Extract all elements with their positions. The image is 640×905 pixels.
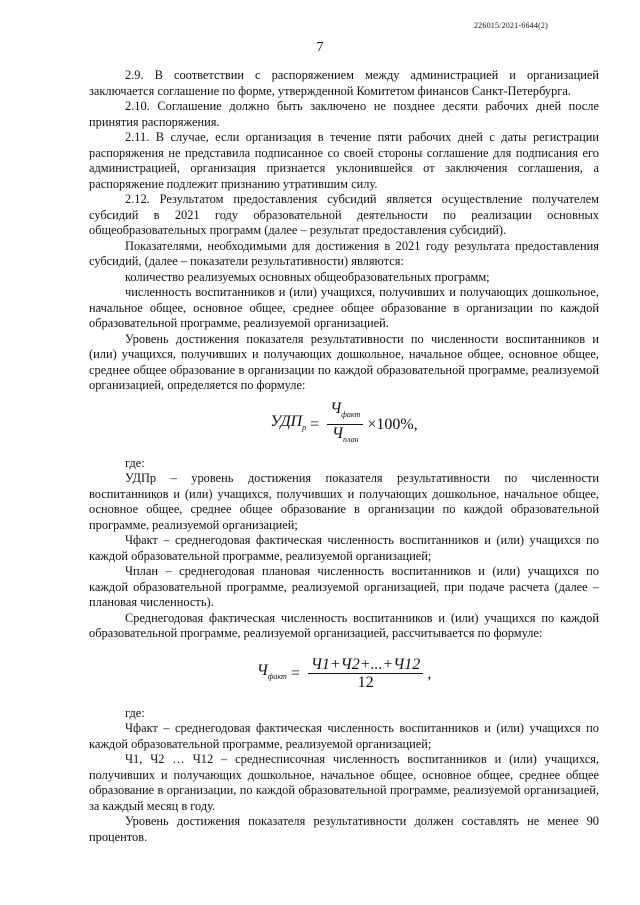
- paragraph-2-9: 2.9. В соответствии с распоряжением между администрацией и организацией заключается соглашение по форме, утвержденной Комитетом финансов Санкт-Петербурга.: [89, 68, 599, 98]
- formula-ch-fact-lhs: $Ч_{факт}$: [256, 661, 287, 681]
- paragraph-indicators-intro: Показателями, необходимыми для достижения в 2021 году результата предоставления субсидий, (далее – показатели результативности) являются:: [89, 238, 599, 268]
- formula-ch-fact-fraction: $\frac{Ч1+Ч2+...+Ч12}{12}$: [308, 657, 423, 691]
- document-number: 226015/2021-6644(2): [473, 21, 548, 30]
- definition-ch-monthly: Ч1, Ч2 … Ч12 – среднесписочная численность воспитанников и (или) учащихся, получивших и получающих дошкольное, начальное общее, основное общее, среднее общее образование в организации, по каждой образовательной программе, реализуемой организацией, за каждый месяц в году.: [89, 752, 599, 813]
- paragraph-indicator-programs: количество реализуемых основных общеобразовательных программ;: [125, 269, 490, 284]
- document-body: [89, 68, 599, 845]
- formula-ch-fact: $Ч_{факт}$ = $\frac{Ч1+Ч2+...+Ч12}{12}$ ,: [256, 655, 432, 691]
- formula-udp-fraction: $\frac{Ч_{факт}}{Ч_{план}}$: [327, 401, 363, 447]
- paragraph-target-level: Уровень достижения показателя результативности должен составлять не менее 90 процентов.: [89, 814, 599, 844]
- paragraph-2-10: 2.10. Соглашение должно быть заключено не позднее десяти рабочих дней после принятия распоряжения.: [89, 99, 599, 129]
- definition-ch-plan: Чплан – среднегодовая плановая численность воспитанников и (или) учащихся по каждой образовательной программе, реализуемой организацией, при подаче расчета (далее – плановая численность).: [89, 564, 599, 609]
- formula-udp-rhs: ×100%,: [367, 415, 418, 433]
- definition-udp: УДПр – уровень достижения показателя результативности по численности воспитанников и (или) учащихся, получивших и получающих дошкольное, начальное общее, основное общее, среднее общее образование в организации по каждой образовательной программе, реализуемой организацией;: [89, 471, 599, 532]
- paragraph-avg-fact-formula-intro: Среднегодовая фактическая численность воспитанников и (или) учащихся по каждой образовательной программе, реализуемой организацией, рассчитывается по формуле:: [89, 610, 599, 640]
- definition-ch-fact: Чфакт – среднегодовая фактическая численность воспитанников и (или) учащихся по каждой образовательной программе, реализуемой организацией;: [89, 533, 599, 563]
- formula-udp-lhs: $УДП_р$: [270, 412, 307, 432]
- definitions2-where: где:: [125, 705, 145, 720]
- paragraph-2-12: 2.12. Результатом предоставления субсидий является осуществление получателем субсидий в 2021 году образовательной деятельности по реализации основных общеобразовательных программ (далее – результат предоставления субсидий).: [89, 192, 599, 237]
- formula-udp: $УДП_р$ = $\frac{Ч_{факт}}{Ч_{план}}$ ×100%,: [89, 394, 599, 456]
- definitions-where: где:: [125, 455, 145, 470]
- definition2-ch-fact: Чфакт – среднегодовая фактическая численность воспитанников и (или) учащихся по каждой образовательной программе, реализуемой организацией;: [89, 721, 599, 751]
- paragraph-achievement-level: Уровень достижения показателя результативности по численности воспитанников и (или) учащихся, получивших и получающих дошкольное, начальное общее, основное общее, среднее общее образование в организации по каждой образовательной программе, реализуемой организацией, определяется по формуле:: [89, 331, 599, 392]
- paragraph-2-11: 2.11. В случае, если организация в течение пяти рабочих дней с даты регистрации распоряжения не представила подписанное со своей стороны соглашение для подписания его администрацией, организация признается уклонившейся от заключения соглашения, а распоряжение подлежит признанию утратившим силу.: [89, 130, 599, 191]
- paragraph-indicator-students: численность воспитанников и (или) учащихся, получивших и получающих дошкольное, начальное общее, основное общее, среднее общее образование в организации по каждой образовательной программе, реализуемой организацией.: [89, 285, 599, 330]
- page-number: 7: [316, 40, 324, 55]
- formula-ch-fact-rhs: ,: [427, 664, 432, 682]
